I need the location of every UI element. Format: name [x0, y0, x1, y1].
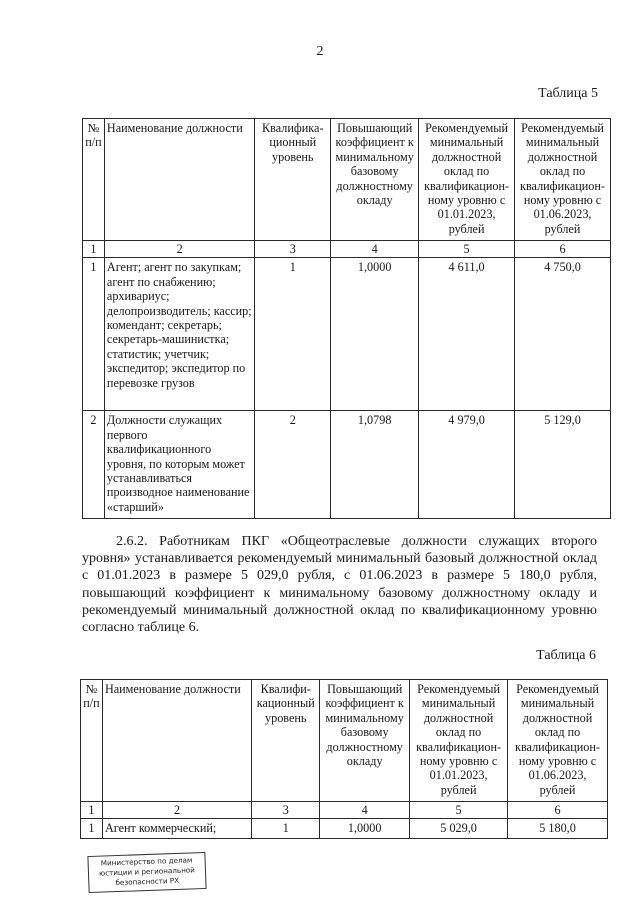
- column-number: 3: [255, 241, 331, 258]
- column-number: 1: [83, 241, 105, 258]
- header-num: № п/п: [81, 680, 103, 802]
- header-salary-2023-06: Рекомендуемый минимальный должностной оклад по квалификацион-ному уровню с 01.06.2023, рублей: [508, 680, 608, 802]
- header-coefficient: Повышающий коэффициент к минимальному базовому должностному окладу: [331, 119, 419, 241]
- column-number: 5: [419, 241, 515, 258]
- column-number: 6: [508, 802, 608, 819]
- row-salary-2023-06: 5 129,0: [515, 411, 611, 519]
- column-number: 4: [331, 241, 419, 258]
- row-salary-2023-06: 5 180,0: [508, 819, 608, 838]
- row-salary-2023-06: 4 750,0: [515, 258, 611, 411]
- row-num: 1: [81, 819, 103, 838]
- header-coefficient: Повышающий коэффициент к минимальному базовому должностному окладу: [320, 680, 410, 802]
- row-num: 2: [83, 411, 105, 519]
- row-position: Должности служащих первого квалификационного уровня, по которым может устанавливаться производное наименование «старший»: [104, 411, 254, 519]
- row-coefficient: 1,0000: [320, 819, 410, 838]
- column-number: 2: [102, 802, 251, 819]
- header-salary-2023-01: Рекомендуемый минимальный должностной оклад по квалификацион-ному уровню с 01.01.2023, рублей: [419, 119, 515, 241]
- row-level: 1: [255, 258, 331, 411]
- table-row: [83, 258, 611, 411]
- header-num: № п/п: [83, 119, 105, 241]
- body-paragraph: 2.6.2. Работникам ПКГ «Общеотраслевые должности служащих второго уровня» устанавливается рекомендуемый минимальный базовый должностной оклад с 01.01.2023 в размере 5 029,0 рубля, с 01.06.2023 в размере 5 180,0 рубля, повышающий коэффициент к минимальному базовому должностному окладу и рекомендуемый минимальный должностной оклад по квалификационному уровню согласно таблице 6.: [82, 534, 597, 636]
- column-number: 1: [81, 802, 103, 819]
- header-position: Наименование должности: [104, 119, 254, 241]
- table-5-caption: Таблица 5: [538, 86, 598, 101]
- row-level: 2: [255, 411, 331, 519]
- row-level: 1: [252, 819, 320, 838]
- column-number: 5: [410, 802, 508, 819]
- table-6: [80, 679, 608, 839]
- header-level: Квалифи-кационный уровень: [252, 680, 320, 802]
- column-number: 4: [320, 802, 410, 819]
- row-coefficient: 1,0798: [331, 411, 419, 519]
- row-position: Агент коммерческий;: [102, 819, 251, 838]
- row-salary-2023-01: 5 029,0: [410, 819, 508, 838]
- ministry-stamp: Министерство по делам юстиции и региональной безопасности РХ: [87, 852, 206, 893]
- page-number: 2: [316, 44, 324, 59]
- row-num: 1: [83, 258, 105, 411]
- column-number-row: [83, 241, 611, 258]
- row-salary-2023-01: 4 611,0: [419, 258, 515, 411]
- row-position: Агент; агент по закупкам; агент по снабжению; архивариус; делопроизводитель; кассир; комендант; секретарь; секретарь-машинистка; статистик; учетчик; экспедитор; экспедитор по перевозке грузов: [104, 258, 254, 411]
- row-coefficient: 1,0000: [331, 258, 419, 411]
- header-position: Наименование должности: [102, 680, 251, 802]
- column-number: 6: [515, 241, 611, 258]
- column-number: 3: [252, 802, 320, 819]
- header-salary-2023-01: Рекомендуемый минимальный должностной оклад по квалификацион-ному уровню с 01.01.2023, рублей: [410, 680, 508, 802]
- table-row: [83, 411, 611, 519]
- table-6-caption: Таблица 6: [536, 648, 596, 663]
- header-salary-2023-06: Рекомендуемый минимальный должностной оклад по квалификацион-ному уровню с 01.06.2023, рублей: [515, 119, 611, 241]
- table-header-row: [81, 680, 608, 802]
- table-row: [81, 819, 608, 838]
- table-5: [82, 118, 611, 519]
- row-salary-2023-01: 4 979,0: [419, 411, 515, 519]
- table-header-row: [83, 119, 611, 241]
- header-level: Квалифика-ционный уровень: [255, 119, 331, 241]
- column-number: 2: [104, 241, 254, 258]
- column-number-row: [81, 802, 608, 819]
